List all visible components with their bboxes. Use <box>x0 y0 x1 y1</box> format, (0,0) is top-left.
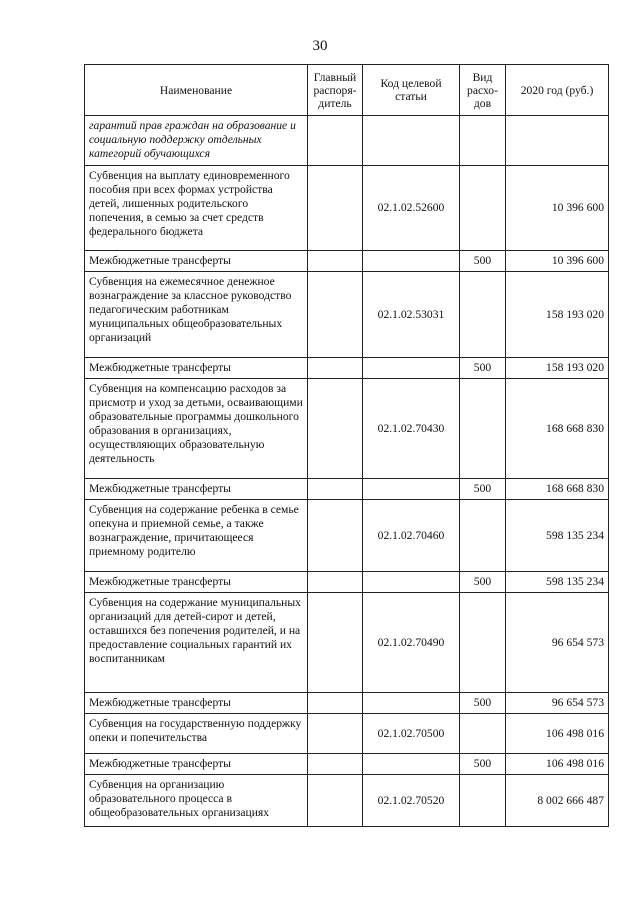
row-code <box>363 572 460 593</box>
row-vid: 500 <box>460 358 506 379</box>
row-code <box>363 251 460 272</box>
table-row <box>85 116 609 166</box>
table-row <box>85 714 609 754</box>
row-code <box>363 693 460 714</box>
row-vid: 500 <box>460 572 506 593</box>
header-name: Наименование <box>85 65 308 116</box>
row-admin <box>308 116 363 166</box>
row-vid <box>460 272 506 358</box>
table-row <box>85 593 609 693</box>
table-row <box>85 358 609 379</box>
row-sum: 158 193 020 <box>506 358 609 379</box>
table-row <box>85 272 609 358</box>
row-name: Межбюджетные трансферты <box>85 693 308 714</box>
row-code: 02.1.02.70430 <box>363 379 460 479</box>
row-sum <box>506 116 609 166</box>
row-vid: 500 <box>460 251 506 272</box>
table-row <box>85 166 609 251</box>
table-row <box>85 572 609 593</box>
row-sum: 106 498 016 <box>506 714 609 754</box>
row-code: 02.1.02.52600 <box>363 166 460 251</box>
row-sum: 10 396 600 <box>506 166 609 251</box>
row-name: Межбюджетные трансферты <box>85 572 308 593</box>
row-code: 02.1.02.70460 <box>363 500 460 572</box>
row-code: 02.1.02.70500 <box>363 714 460 754</box>
row-admin <box>308 572 363 593</box>
row-admin <box>308 379 363 479</box>
row-vid <box>460 116 506 166</box>
row-vid <box>460 500 506 572</box>
row-name: Субвенция на компенсацию расходов за присмотр и уход за детьми, осваивающими образовательные программы дошкольного образования в организациях, осуществляющих образовательную деятельность <box>85 379 308 479</box>
table-row <box>85 775 609 827</box>
row-sum: 10 396 600 <box>506 251 609 272</box>
header-vid: Вид расхо-дов <box>460 65 506 116</box>
table-row <box>85 479 609 500</box>
table-row <box>85 754 609 775</box>
row-sum: 96 654 573 <box>506 693 609 714</box>
row-name: Межбюджетные трансферты <box>85 251 308 272</box>
row-admin <box>308 166 363 251</box>
row-sum: 96 654 573 <box>506 593 609 693</box>
row-vid <box>460 166 506 251</box>
table-row <box>85 251 609 272</box>
row-sum: 168 668 830 <box>506 379 609 479</box>
header-sum: 2020 год (руб.) <box>506 65 609 116</box>
row-name: Субвенция на государственную поддержку опеки и попечительства <box>85 714 308 754</box>
page-number: 30 <box>312 38 328 54</box>
row-name: Межбюджетные трансферты <box>85 358 308 379</box>
row-code <box>363 116 460 166</box>
row-vid: 500 <box>460 693 506 714</box>
row-admin <box>308 693 363 714</box>
table-header-row <box>85 65 609 116</box>
row-code: 02.1.02.70520 <box>363 775 460 827</box>
row-name: Межбюджетные трансферты <box>85 754 308 775</box>
row-sum: 8 002 666 487 <box>506 775 609 827</box>
row-admin <box>308 714 363 754</box>
row-code <box>363 358 460 379</box>
row-sum: 168 668 830 <box>506 479 609 500</box>
row-code <box>363 754 460 775</box>
row-name: Межбюджетные трансферты <box>85 479 308 500</box>
row-sum: 158 193 020 <box>506 272 609 358</box>
row-admin <box>308 593 363 693</box>
row-sum: 598 135 234 <box>506 572 609 593</box>
row-name: Субвенция на содержание ребенка в семье опекуна и приемной семье, а также вознаграждение, причитающееся приемному родителю <box>85 500 308 572</box>
row-vid <box>460 775 506 827</box>
row-vid <box>460 379 506 479</box>
table-row <box>85 500 609 572</box>
row-name: Субвенция на ежемесячное денежное вознаграждение за классное руководство педагогическим работникам муниципальных общеобразовательных организаций <box>85 272 308 358</box>
row-admin <box>308 272 363 358</box>
row-code <box>363 479 460 500</box>
row-admin <box>308 500 363 572</box>
row-sum: 106 498 016 <box>506 754 609 775</box>
table-row <box>85 693 609 714</box>
row-vid: 500 <box>460 754 506 775</box>
budget-table <box>84 64 609 827</box>
row-code: 02.1.02.53031 <box>363 272 460 358</box>
row-admin <box>308 358 363 379</box>
row-admin <box>308 251 363 272</box>
row-name: Субвенция на выплату единовременного пособия при всех формах устройства детей, лишенных родительского попечения, в семью за счет средств федерального бюджета <box>85 166 308 251</box>
row-name: Субвенция на организацию образовательного процесса в общеобразовательных организациях <box>85 775 308 827</box>
table-row <box>85 379 609 479</box>
header-admin: Главный распоря-дитель <box>308 65 363 116</box>
row-vid: 500 <box>460 479 506 500</box>
row-vid <box>460 714 506 754</box>
header-code: Код целевой статьи <box>363 65 460 116</box>
row-admin <box>308 479 363 500</box>
row-code: 02.1.02.70490 <box>363 593 460 693</box>
row-vid <box>460 593 506 693</box>
row-admin <box>308 754 363 775</box>
row-name: гарантий прав граждан на образование и социальную поддержку отдельных категорий обучающихся <box>85 116 308 166</box>
row-name: Субвенция на содержание муниципальных организаций для детей-сирот и детей, оставшихся без попечения родителей, и на предоставление социальных гарантий их воспитанникам <box>85 593 308 693</box>
row-sum: 598 135 234 <box>506 500 609 572</box>
row-admin <box>308 775 363 827</box>
